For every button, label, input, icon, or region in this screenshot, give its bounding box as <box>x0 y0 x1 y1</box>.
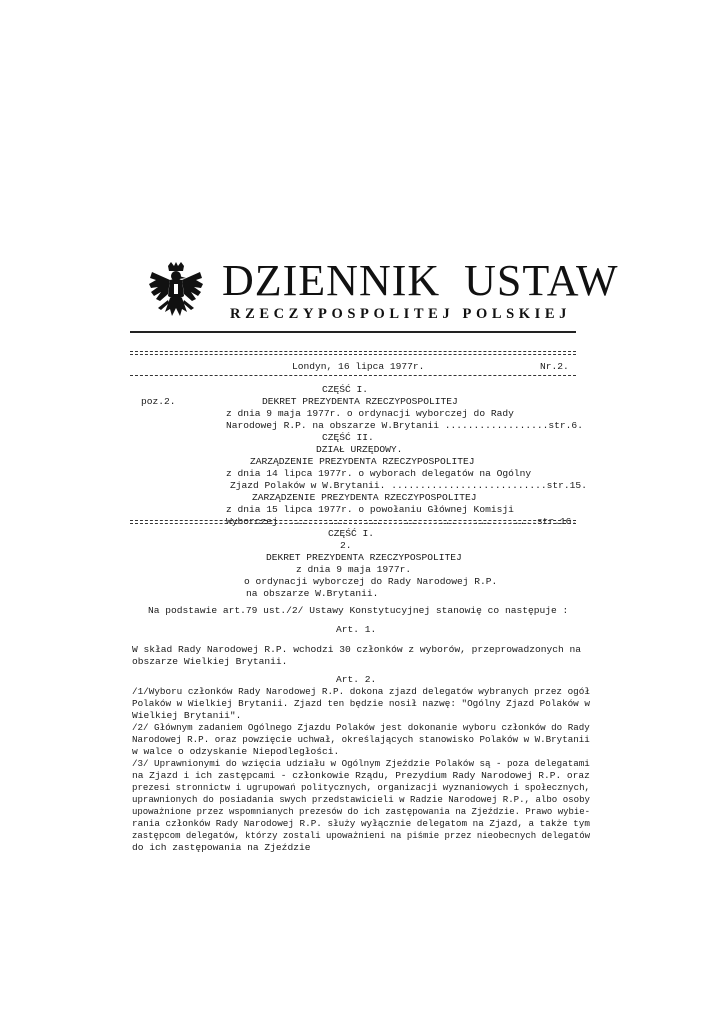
toc-position: poz.2. <box>141 396 176 407</box>
article-heading: Art. 1. <box>336 624 377 635</box>
polish-eagle-emblem-icon <box>148 262 204 328</box>
preamble: Na podstawie art.79 ust./2/ Ustawy Konstytucyjnej stanowię co następuje : <box>148 605 569 616</box>
toc-line: Narodowej R.P. na obszarze W.Brytanii ..................str.6. <box>226 420 583 431</box>
divider <box>130 354 576 355</box>
toc-line: CZĘŚĆ II. <box>322 432 374 443</box>
article-text: /1/Wyboru członków Rady Narodowej R.P. dokona zjazd delegatów wybranych przez ogół <box>132 686 590 697</box>
article-text: na Zjazd i ich zastępcami - członkowie Rządu, Prezydium Rady Narodowej R.P. oraz <box>132 770 590 781</box>
section-number: 2. <box>340 540 352 551</box>
section-heading: CZĘŚĆ I. <box>328 528 375 539</box>
article-text: W skład Rady Narodowej R.P. wchodzi 30 członków z wyborów, przeprowadzonych na <box>132 644 582 655</box>
decree-title: DEKRET PREZYDENTA RZECZYPOSPOLITEJ <box>266 552 462 563</box>
article-text: obszarze Wielkiej Brytanii. <box>132 656 288 667</box>
divider <box>130 520 576 521</box>
article-text: Narodowej R.P. oraz powzięcie uchwał, określających stanowisko Polaków w W.Brytanii <box>132 734 590 745</box>
article-text: do ich zastępowania na Zjeździe <box>132 842 311 853</box>
article-heading: Art. 2. <box>336 674 377 685</box>
decree-date: z dnia 9 maja 1977r. <box>296 564 412 575</box>
decree-subject: o ordynacji wyborczej do Rady Narodowej R.P. <box>244 576 498 587</box>
article-text: /2/ Głównym zadaniem Ogólnego Zjazdu Polaków jest dokonanie wyboru członków do Rady <box>132 722 590 733</box>
article-text: zastępcom delegatów, którzy zostali upoważnieni na piśmie przez nieobecnych delegatów <box>132 830 591 841</box>
toc-line: ZARZĄDZENIE PREZYDENTA RZECZYPOSPOLITEJ <box>250 456 475 467</box>
issue-date: Londyn, 16 lipca 1977r. <box>292 361 425 372</box>
masthead-rule <box>130 331 576 333</box>
toc-line: z dnia 14 lipca 1977r. o wyborach delegatów na Ogólny <box>226 468 532 479</box>
toc-line: ZARZĄDZENIE PREZYDENTA RZECZYPOSPOLITEJ <box>252 492 477 503</box>
article-text: prezesi stronnictw i ugrupowań politycznych, organizacji wyznaniowych i społecznych, <box>132 782 590 793</box>
toc-line: Wyborczej. ...........................................str.16. <box>226 516 578 527</box>
article-text: rania członków Rady Narodowej R.P. służy wyłącznie delegatom na Zjazd, a także tym <box>132 818 590 829</box>
masthead-title: DZIENNIK USTAW <box>222 256 619 305</box>
decree-subject: na obszarze W.Brytanii. <box>246 588 379 599</box>
toc-line: DEKRET PREZYDENTA RZECZYPOSPOLITEJ <box>262 396 458 407</box>
toc-line: Zjazd Polaków w W.Brytanii. ...........................str.15. <box>230 480 587 491</box>
toc-line: DZIAŁ URZĘDOWY. <box>316 444 403 455</box>
issue-number: Nr.2. <box>540 361 569 372</box>
divider <box>130 351 576 352</box>
toc-line: z dnia 9 maja 1977r. o ordynacji wyborczej do Rady <box>226 408 514 419</box>
article-text: upoważnione przez wspomnianych prezesów do ich zastępowania na Zjeździe. Prawo wybie- <box>132 806 591 817</box>
article-text: /3/ Uprawnionymi do wzięcia udziału w Ogólnym Zjeździe Polaków są - poza delegatami <box>132 758 590 769</box>
masthead-subtitle: RZECZYPOSPOLITEJ POLSKIEJ <box>230 306 572 322</box>
toc-line: z dnia 15 lipca 1977r. o powołaniu Głównej Komisji <box>226 504 514 515</box>
article-text: uprawnionych do posiadania swych przedstawicieli w Radzie Narodowej R.P., albo osoby <box>132 794 590 805</box>
divider <box>130 523 576 524</box>
toc-line: CZĘŚĆ I. <box>322 384 369 395</box>
article-text: Wielkiej Brytanii". <box>132 710 242 721</box>
divider <box>130 375 576 376</box>
article-text: w walce o odzyskanie Niepodległości. <box>132 746 340 757</box>
article-text: Polaków w Wielkiej Brytanii. Zjazd ten będzie nosił nazwę: "Ogólny Zjazd Polaków w <box>132 698 590 709</box>
